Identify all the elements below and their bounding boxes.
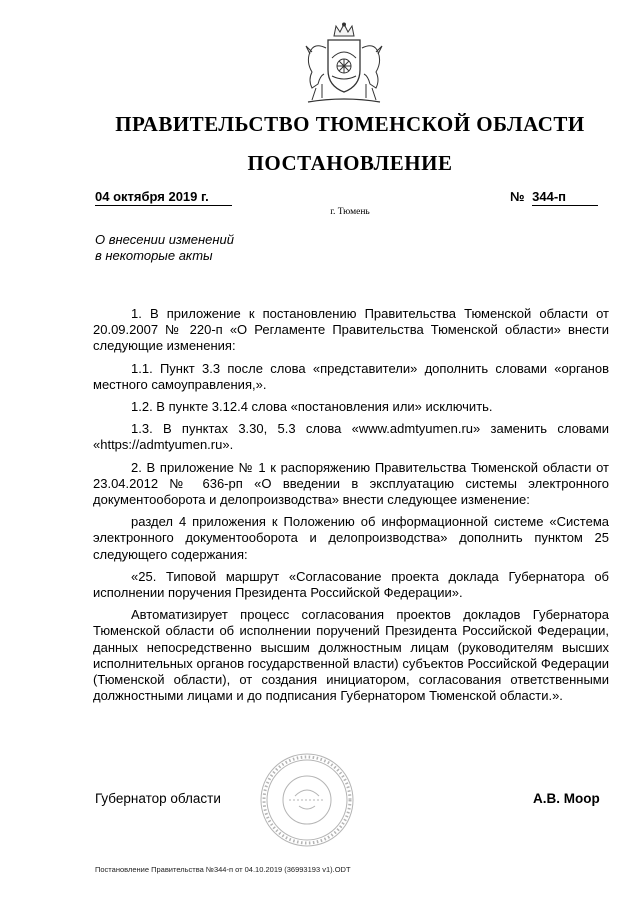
document-body xyxy=(93,306,609,710)
document-number xyxy=(510,189,606,206)
tyumen-coat-of-arms-icon xyxy=(298,22,390,110)
document-type: ПОСТАНОВЛЕНИЕ xyxy=(247,151,453,175)
paragraph-1-1: 1.1. Пункт 3.3 после слова «представители» дополнить словами «органов местного самоуправления,». xyxy=(93,360,609,392)
paragraph-25: «25. Типовой маршрут «Согласование проекта доклада Губернатора об исполнении поручения Президента Российской Федерации». xyxy=(93,568,609,601)
subject-line-1: О внесении изменений xyxy=(95,232,234,247)
government-title: ПРАВИТЕЛЬСТВО ТЮМЕНСКОЙ ОБЛАСТИ xyxy=(115,112,585,136)
paragraph-1-3: 1.3. В пунктах 3.30, 5.3 слова «www.admtyumen.ru» заменить словами «https://admtyumen.ru». xyxy=(93,421,609,453)
document-subject xyxy=(95,232,234,264)
number-sign: № xyxy=(510,189,525,204)
signatory-name: А.В. Моор xyxy=(533,791,600,806)
city-label: г. Тюмень xyxy=(330,207,370,217)
paragraph-1-2: 1.2. В пункте 3.12.4 слова «постановления или» исключить. xyxy=(131,399,493,415)
document-date: 04 октября 2019 г. xyxy=(95,189,232,206)
document-footer: Постановление Правительства №344-п от 04.10.2019 (36993193 v1).ODT xyxy=(95,865,351,874)
paragraph-2-section: раздел 4 приложения к Положению об информационной системе «Система электронного документооборота и делопроизводства» дополнить пунктом 25 следующего содержания: xyxy=(93,514,609,562)
paragraph-2: 2. В приложение № 1 к распоряжению Правительства Тюменской области от 23.04.2012 № 636-рп «О введении в эксплуатацию системы электронного документооборота и делопроизводства» внести следующее изменение: xyxy=(93,459,609,508)
signatory-title: Губернатор области xyxy=(95,791,221,806)
paragraph-1: 1. В приложение к постановлению Правительства Тюменской области от 20.09.2007 № 220-п «О Регламенте Правительства Тюменской области» внести следующие изменения: xyxy=(93,306,609,354)
subject-line-2: в некоторые акты xyxy=(95,248,213,263)
paragraph-25-description: Автоматизирует процесс согласования проектов докладов Губернатора Тюменской области об исполнении поручений Президента Российской Федерации, данных непосредственно высшим должностным лицам (руководителям высших исполнительных органов государственной власти) субъектов Российской Федерации (Тюменской области), от создания инициатором, согласования ответственными должностными лицами и до подписания Губернатором Тюменской области.». xyxy=(93,607,609,704)
number-value: 344-п xyxy=(532,189,598,206)
official-seal-icon xyxy=(259,752,355,848)
